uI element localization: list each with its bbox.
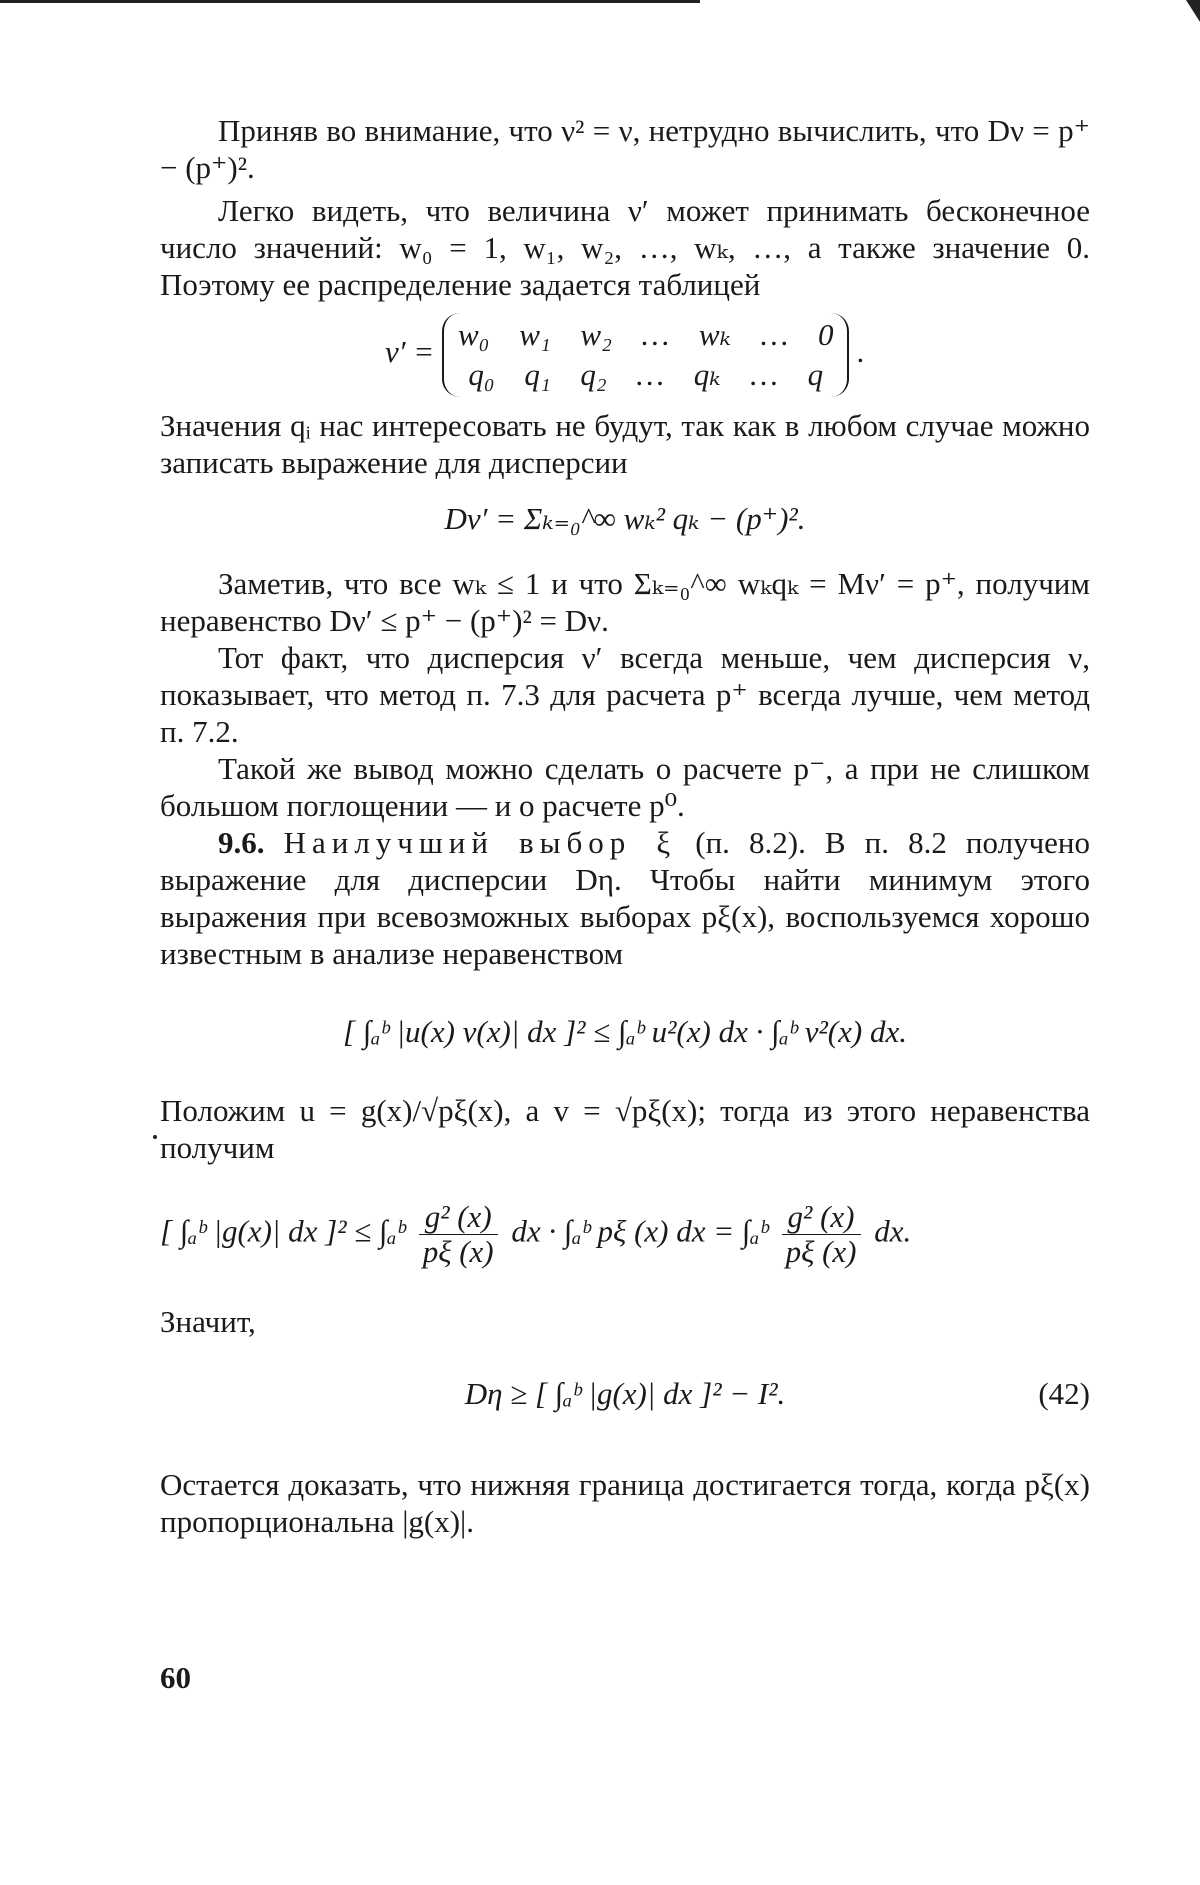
- paragraph-6: Такой же вывод можно сделать о расчете p⁻, а при не слишком большом поглощении — и о расчете p⁰.: [160, 751, 1090, 823]
- applied-middle: dx · ∫ₐᵇ pξ (x) dx = ∫ₐᵇ: [511, 1213, 768, 1249]
- equation-number: (42): [1038, 1376, 1090, 1411]
- matrix-lhs: ν′ =: [385, 334, 435, 370]
- paragraph-7: [160, 824, 1090, 972]
- book-page: [160, 112, 1090, 1540]
- section-number: 9.6.: [218, 825, 265, 860]
- section-text: (п. 8.2). В п. 8.2 получено выражение для дисперсии Dη. Чтобы найти минимум этого выражения при всевозможных выборах pξ(x), воспользуемся хорошо известным в анализе неравенством: [160, 825, 1091, 971]
- variance-formula: Dν′ = Σₖ₌₀^∞ wₖ² qₖ − (p⁺)².: [444, 501, 806, 536]
- applied-tail: dx.: [874, 1213, 912, 1249]
- applied-inequality-formula: [160, 1200, 1090, 1269]
- matrix-row-values: w₀ w₁ w₂ … wₖ … 0: [457, 317, 834, 352]
- result-formula-row: [160, 1374, 1090, 1414]
- scan-corner-mark: [1186, 0, 1200, 22]
- matrix-row-probabilities: q₀ q₁ q₂ … qₖ … q: [468, 357, 824, 392]
- scan-speck: [153, 1135, 157, 1139]
- applied-left: [ ∫ₐᵇ |g(x)| dx ]² ≤ ∫ₐᵇ: [160, 1213, 405, 1249]
- fraction-1: [419, 1200, 498, 1269]
- fraction-2-denominator: pξ (x): [785, 1234, 857, 1269]
- paragraph-2: Легко видеть, что величина ν′ может принимать бесконечное число значений: w₀ = 1, w₁, w₂, …, wₖ, …, а также значение 0. Поэтому ее распределение задается таблицей: [160, 193, 1090, 302]
- paragraph-4: Заметив, что все wₖ ≤ 1 и что Σₖ₌₀^∞ wₖqₖ = Mν′ = p⁺, получим неравенство Dν′ ≤ p⁺ − (p⁺)² = Dν.: [160, 566, 1090, 638]
- paragraph-8: Положим u = g(x)/√pξ(x), а v = √pξ(x); тогда из этого неравенства получим: [160, 1093, 1090, 1165]
- paragraph-5: Тот факт, что дисперсия ν′ всегда меньше, чем дисперсия ν, показывает, что метод п. 7.3 для расчета p⁺ всегда лучше, чем метод п. 7.2.: [160, 640, 1090, 749]
- result-formula: Dη ≥ [ ∫ₐᵇ |g(x)| dx ]² − I².: [464, 1376, 786, 1411]
- paragraph-1: Приняв во внимание, что ν² = ν, нетрудно вычислить, что Dν = p⁺ − (p⁺)².: [160, 113, 1090, 185]
- fraction-1-numerator: g² (x): [419, 1200, 498, 1235]
- scan-top-border: [0, 0, 700, 3]
- cauchy-inequality-formula: [ ∫ₐᵇ |u(x) v(x)| dx ]² ≤ ∫ₐᵇ u²(x) dx · ∫ₐᵇ v²(x) dx.: [343, 1014, 907, 1049]
- fraction-2-numerator: g² (x): [782, 1200, 861, 1235]
- paragraph-10: Остается доказать, что нижняя граница достигается тогда, когда pξ(x) пропорциональна |g(x)|.: [160, 1467, 1090, 1539]
- distribution-matrix: [442, 313, 849, 397]
- fraction-2: [782, 1200, 861, 1269]
- paragraph-3: Значения qᵢ нас интересовать не будут, так как в любом случае можно записать выражение для дисперсии: [160, 408, 1090, 480]
- fraction-1-denominator: pξ (x): [422, 1234, 494, 1269]
- distribution-table-formula: [160, 313, 1090, 397]
- section-heading: Наилучший выбор ξ: [283, 825, 677, 860]
- page-number: 60: [160, 1660, 191, 1695]
- matrix-tail: .: [857, 334, 865, 370]
- paragraph-9: Значит,: [160, 1304, 256, 1339]
